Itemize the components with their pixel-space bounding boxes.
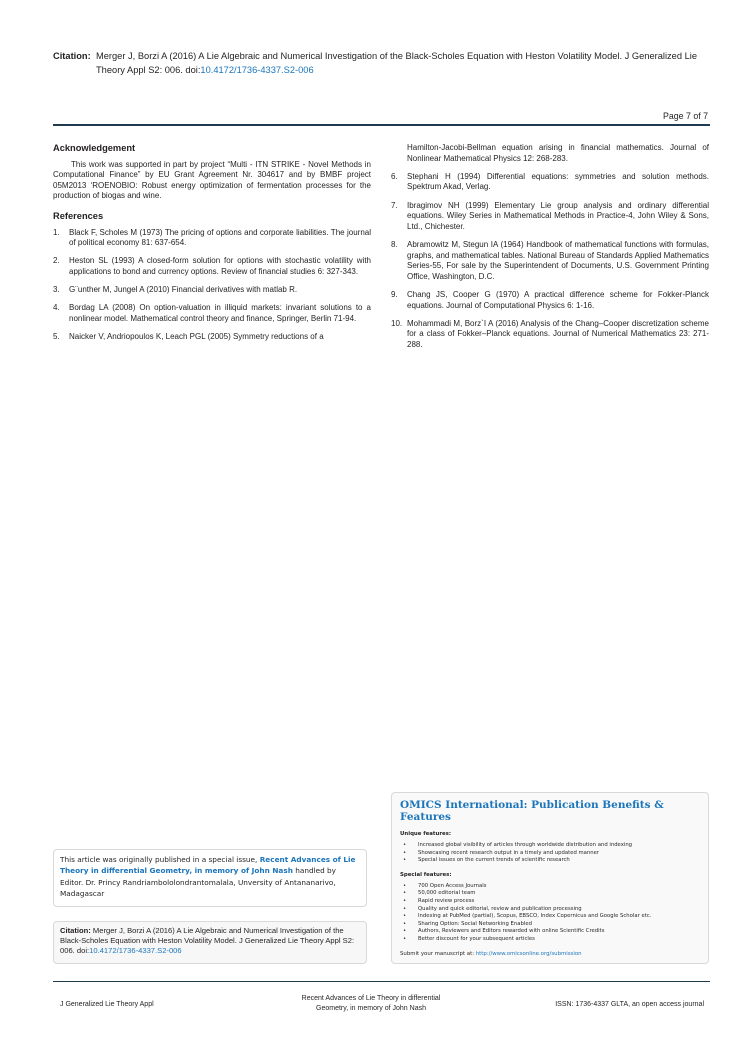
header-citation-text: Merger J, Borzi A (2016) A Lie Algebraic and Numerical Investigation of the Black-Scholes Equation with Heston Volatility Model. J Generalized Lie Theory Appl S2: 006. doi: [96, 51, 698, 75]
reference-item: 6. Stephani H (1994) Differential equations: symmetries and solution methods. Spektrum Akad, Verlag. [391, 171, 709, 192]
reference-item: 9. Chang JS, Cooper G (1970) A practical difference scheme for Fokker-Planck equations. Journal of Computational Physics 6: 1-16. [391, 289, 709, 310]
reference-continuation: Hamilton-Jacobi-Bellman equation arising in financial mathematics. Journal of Nonlinear Mathematical Physics 12: 268-283. [407, 143, 709, 163]
references-list-right [391, 172, 709, 351]
special-issue-title-link[interactable]: Recent Advances of Lie Theory in differential Geometry, in memory of John Nash [60, 855, 356, 876]
special-issue-prefix: This article was originally published in a special issue, [60, 855, 260, 864]
footer-citation-label: Citation: [60, 926, 91, 935]
right-column [391, 143, 709, 358]
footer-issue-line1: Recent Advances of Lie Theory in differential [301, 995, 441, 1002]
special-issue-box [53, 849, 367, 907]
feature-item: • Sharing Option: Social Networking Enabled [403, 920, 532, 927]
bullet-icon: • [403, 913, 407, 920]
omics-features-box [391, 792, 709, 964]
special-issue-suffix: handled by Editor. Dr. Princy Randriambololondrantomalala, Unversity of Antananarivo, Madagascar [60, 866, 336, 898]
bullet-icon: • [403, 882, 407, 889]
bullet-icon: • [403, 842, 407, 848]
reference-item: 3. G¨unther M, Jungel A (2010) Financial derivatives with matlab R. [53, 285, 298, 295]
header-citation-label: Citation: [53, 51, 91, 61]
special-features-list [400, 883, 700, 944]
feature-item: • Better discount for your subsequent articles [403, 935, 535, 942]
reference-item: 1. Black F, Scholes M (1973) The pricing of options and corporate liabilities. The journal of political economy 81: 637-654. [53, 227, 371, 248]
reference-item: 10. Mohammadi M, Borz`I A (2016) Analysis of the Chang–Cooper discretization scheme for a class of Fokker–Planck equations. Journal of Numerical Mathematics 23: 271-288. [391, 318, 709, 349]
feature-item: • 50,000 editorial team [403, 890, 476, 897]
header-citation [53, 50, 713, 77]
feature-item: • 700 Open Access Journals [403, 882, 487, 889]
references-heading: References [53, 210, 104, 221]
unique-features-heading: Unique features: [400, 831, 452, 837]
submit-manuscript [400, 951, 700, 957]
footer-citation-box [53, 921, 367, 964]
special-features-heading: Special features: [400, 871, 452, 878]
footer-journal: J Generalized Lie Theory Appl [60, 1001, 154, 1008]
feature-item: • Special issues on the current trends of scientific research [403, 857, 570, 864]
bullet-icon: • [403, 857, 407, 864]
feature-item: • Indexing at PubMed (partial), Scopus, EBSCO, Index Copernicus and Google Scholar etc. [403, 913, 652, 920]
footer-issue-title [283, 994, 459, 1013]
header-rule [53, 124, 710, 126]
bullet-icon: • [403, 928, 407, 935]
header-doi-link[interactable]: 10.4172/1736-4337.S2-006 [200, 64, 314, 75]
references-list-left [53, 228, 371, 343]
bullet-icon: • [403, 920, 407, 927]
feature-item: • Rapid review process [403, 897, 475, 904]
footer-doi-link[interactable]: 10.4172/1736-4337.S2-006 [89, 946, 182, 955]
footer-issue-line2: Geometry, in memory of John Nash [316, 1004, 426, 1012]
footer-rule [53, 981, 710, 982]
submit-label: Submit your manuscript at: [400, 950, 476, 957]
feature-item: • Authors, Reviewers and Editors rewarded with online Scientific Credits [403, 928, 605, 935]
feature-item: • Showcasing recent research output in a timely and updated manner [403, 849, 600, 856]
bullet-icon: • [403, 897, 407, 904]
acknowledgement-text: This work was supported in part by project “Multi - ITN STRIKE - Novel Methods in Computational Finance” by EU Grant Agreement Nr. 304617 and by BMBF project 05M2013 ‘ROENOBIO: Robust energy optimization of fermentation processes for the production of biogas and wine. [53, 159, 371, 201]
page-number: Page 7 of 7 [663, 111, 708, 121]
acknowledgement-heading: Acknowledgement [53, 143, 136, 153]
feature-item: • Increased global visibility of articles through worldwide distribution and indexing [403, 842, 633, 848]
footer-issn: ISSN: 1736-4337 GLTA, an open access journal [555, 1001, 704, 1008]
bullet-icon: • [403, 905, 407, 912]
submission-link[interactable]: http://www.omicsonline.org/submission [475, 950, 582, 957]
footer-citation-text: Merger J, Borzi A (2016) A Lie Algebraic and Numerical Investigation of the Black-Scholes Equation with Heston Volatility Model. J Generalized Lie Theory Appl S2: 006. doi: [60, 926, 355, 955]
feature-item: • Quality and quick editorial, review and publication processing [403, 905, 582, 912]
bullet-icon: • [403, 935, 407, 942]
unique-features-list [400, 842, 700, 865]
bullet-icon: • [403, 890, 407, 897]
reference-item: 2. Heston SL (1993) A closed-form solution for options with stochastic volatility with applications to bond and currency options. Review of financial studies 6: 327-343. [53, 256, 371, 276]
reference-item: 7. Ibragimov NH (1999) Elementary Lie group analysis and ordinary differential equations. Wiley Series in Mathematical Methods in Practice-4, John Wiley & Sons, Ltd., Chichester. [391, 200, 709, 231]
reference-item: 8. Abramowitz M, Stegun IA (1964) Handbook of mathematical functions with formulas, graphs, and mathematical tables. National Bureau of Standards Applied Mathematics Series-55, For sale by the Superintendent of Documents, U.S. Government Printing Office, Washington, D.C. [391, 239, 709, 281]
left-column [53, 143, 371, 350]
reference-item: 5. Naicker V, Andriopoulos K, Leach PGL (2005) Symmetry reductions of a [53, 332, 324, 342]
bullet-icon: • [403, 849, 407, 856]
reference-item: 4. Bordag LA (2008) On option-valuation in illiquid markets: invariant solutions to a nonlinear model. Mathematical control theory and finance, Springer, Berlin 71-94. [53, 303, 371, 323]
omics-title: OMICS International: Publication Benefits & Features [400, 799, 664, 823]
